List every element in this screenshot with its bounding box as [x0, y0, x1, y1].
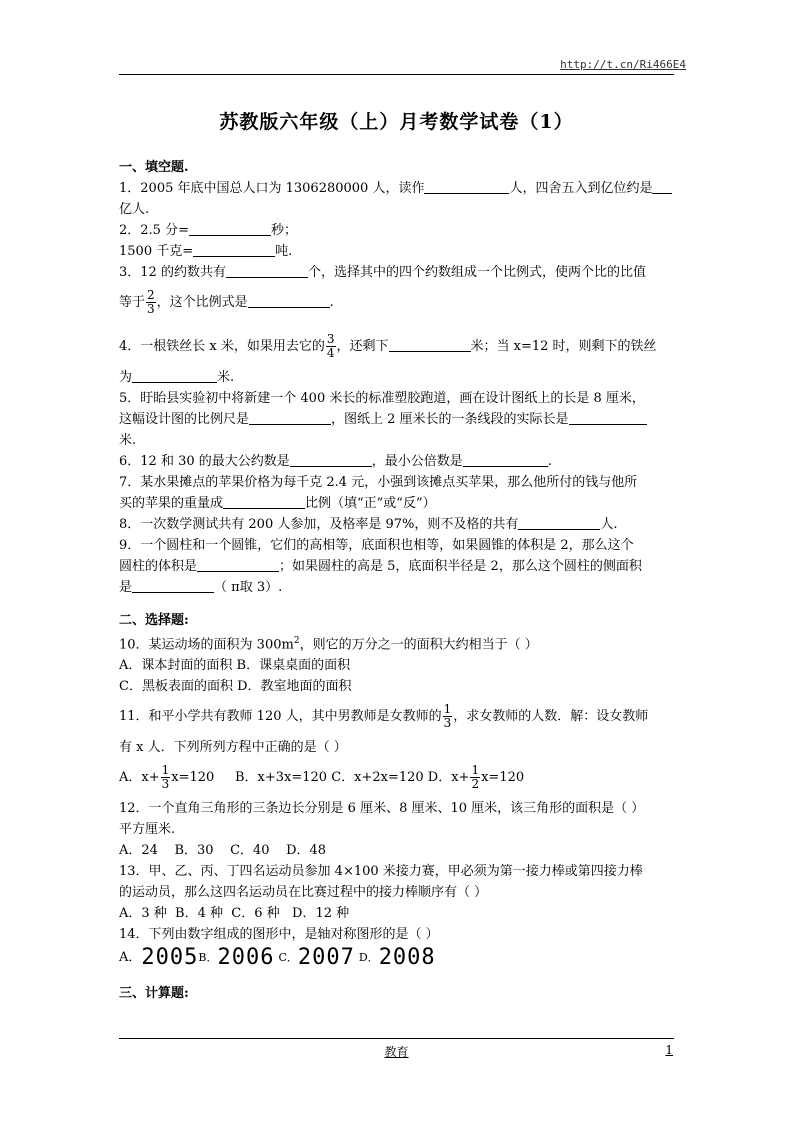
q14-label-c: C．: [278, 951, 298, 965]
q4-blank-1: [389, 337, 471, 352]
question-5: 5．盱眙县实验初中将新建一个 400 米长的标准塑胶跑道，画在设计图纸上的长是 8 厘米，: [119, 391, 645, 406]
q2-text-c: 1500 千克=: [119, 244, 194, 259]
q5-text-c: ，图纸上 2 厘米长的一条线段的实际长是: [331, 412, 569, 427]
q11-option-d-end: x=120: [481, 770, 525, 786]
question-4: [119, 327, 675, 367]
q11-text-b: ，求女教师的人数．解：设女教师: [453, 709, 649, 725]
question-14-options: [119, 945, 675, 971]
q11-option-d-denominator: 2: [471, 777, 480, 792]
question-7: 7．某水果摊点的苹果价格为每千克 2.4 元，小强到该摊点买苹果，那么他所付的钱与他所: [119, 475, 638, 490]
q4-text-d: 为: [119, 370, 133, 385]
q6-blank-2: [463, 452, 548, 467]
question-10-options-cd: C．黑板表面的面积 D．教室地面的面积: [119, 679, 352, 695]
q5-blank-1: [249, 410, 331, 425]
header-link[interactable]: http://t.cn/Ri466E4: [560, 58, 686, 71]
question-10: [119, 631, 675, 655]
question-9: 9．一个圆柱和一个圆锥，它们的高相等，底面积也相等，如果圆锥的体积是 2，那么这个: [119, 538, 634, 553]
q4-text-e: 米.: [217, 370, 235, 385]
q9-text-d: 是: [119, 580, 133, 595]
question-3-cont: [119, 283, 675, 323]
q7-text-b: 买的苹果的重量成: [119, 496, 224, 511]
question-12-cont: 平方厘米.: [119, 822, 176, 838]
q4-denominator: 4: [326, 346, 335, 360]
question-12-options: A．24 B．30 C．40 D．48: [119, 843, 327, 859]
q1-blank-2: [652, 179, 672, 194]
q1-text: 1．2005 年底中国总人口为 1306280000 人，读作: [119, 181, 425, 196]
section-fill-in: 一、填空题.: [119, 160, 189, 175]
page-number: 1: [665, 1043, 673, 1057]
q4-text-b: ，还剩下: [336, 339, 389, 354]
q10-text: 10．某运动场的面积为 300m: [119, 637, 294, 653]
q11-text: 11．和平小学共有教师 120 人，其中男教师是女教师的: [119, 709, 442, 725]
question-10-options-ab: A．课本封面的面积 B．课桌桌面的面积: [119, 658, 351, 674]
q11-option-a-end: x=120: [171, 770, 215, 786]
question-11-options: [119, 758, 675, 798]
question-14: 14．下列由数字组成的图形中，是轴对称图形的是（ ）: [119, 927, 439, 943]
q3-fraction: [146, 289, 156, 316]
footer-rule: [119, 1038, 674, 1039]
q11-option-d-fraction: [470, 764, 480, 791]
q2-blank-1: [189, 221, 271, 236]
q14-figure-a: 2005: [141, 945, 199, 971]
q3-text-b: 个，选择其中的四个约数组成一个比例式，使两个比的比值: [307, 265, 646, 280]
q6-text-b: ，最小公倍数是: [371, 454, 463, 469]
question-2-cont: [119, 241, 675, 262]
page-title: 苏教版六年级（上）月考数学试卷（1）: [219, 111, 574, 133]
q3-denominator: 3: [147, 302, 155, 316]
q2-text: 2．2.5 分=: [119, 223, 189, 238]
q3-text-c: 等于: [119, 295, 146, 310]
q6-blank-1: [290, 452, 372, 467]
q8-text: 8．一次数学测试共有 200 人参加，及格率是 97%，则不及格的共有: [119, 517, 519, 532]
q5-blank-2: [569, 410, 647, 425]
question-9-end: [119, 577, 675, 598]
q11-option-a-fraction: [161, 764, 171, 791]
section-choice: 二、选择题:: [119, 613, 189, 628]
question-11: [119, 697, 675, 737]
q2-text-d: 吨.: [275, 244, 293, 259]
q11-option-a: A．x+: [119, 770, 160, 786]
question-5-end: 米.: [119, 433, 137, 448]
q1-text-b: 人，四舍五入到亿位约是: [509, 181, 653, 196]
question-6: [119, 451, 675, 472]
question-11-cont: 有 x 人．下列所列方程中正确的是（ ）: [119, 740, 347, 756]
q10-text-b: ，则它的万分之一的面积大约相当于（ ）: [299, 637, 538, 653]
q3-blank-2: [248, 293, 330, 308]
q11-option-a-numerator: 1: [161, 763, 170, 778]
q6-text: 6．12 和 30 的最大公约数是: [119, 454, 290, 469]
q14-figure-b: 2006: [217, 945, 275, 971]
q11-options-bcd: B．x+3x=120 C．x+2x=120 D．x+: [214, 770, 470, 786]
question-1: [119, 178, 675, 199]
question-2: [119, 220, 675, 241]
q5-text-b: 这幅设计图的比例尺是: [119, 412, 250, 427]
q11-denominator: 3: [443, 716, 452, 731]
question-1-cont: 亿人.: [119, 202, 150, 217]
q4-blank-2: [132, 368, 217, 383]
q3-numerator: 2: [147, 288, 155, 302]
question-8: [119, 514, 675, 535]
q11-option-d-numerator: 1: [471, 763, 480, 778]
question-13-options: A．3 种 B．4 种 C．6 种 D．12 种: [119, 906, 350, 922]
q2-text-b: 秒；: [270, 223, 297, 238]
q3-text: 3．12 的约数共有: [119, 265, 226, 280]
q8-blank: [518, 515, 600, 530]
q7-text-c: 比例（填“正”或“反”）: [305, 496, 436, 511]
question-7-cont: [119, 493, 675, 514]
q2-blank-2: [193, 242, 275, 257]
section-calculation: 三、计算题:: [119, 986, 189, 1002]
q9-text-e: （ π取 3）.: [214, 580, 283, 595]
q3-blank-1: [226, 263, 308, 278]
q4-fraction: [326, 333, 336, 360]
q1-blank-1: [424, 179, 509, 194]
q11-numerator: 1: [443, 702, 452, 717]
footer-link[interactable]: 教育: [384, 1045, 409, 1059]
header-rule: [119, 74, 674, 75]
q8-text-b: 人.: [600, 517, 618, 532]
question-9-cont: [119, 556, 675, 577]
q9-blank-1: [197, 557, 279, 572]
q11-fraction: [443, 703, 453, 730]
q14-figure-c: 2007: [297, 945, 355, 971]
question-5-cont: [119, 409, 675, 430]
q9-text-c: ；如果圆柱的高是 5，底面积半径是 2，那么这个圆柱的侧面积: [279, 559, 642, 574]
q4-text: 4．一根铁丝长 x 米，如果用去它的: [119, 339, 325, 354]
q10-superscript: 2: [293, 636, 300, 646]
q9-text-b: 圆柱的体积是: [119, 559, 198, 574]
question-13: 13．甲、乙、丙、丁四名运动员参加 4×100 米接力赛，甲必须为第一接力棒或第四接力棒: [119, 864, 643, 880]
q14-label-a: A．: [119, 950, 142, 966]
q3-text-d: ，这个比例式是: [156, 295, 248, 310]
q7-blank: [223, 494, 305, 509]
q14-label-b: B．: [198, 951, 218, 965]
question-13-cont: 的运动员，那么这四名运动员在比赛过程中的接力棒顺序有（ ）: [119, 885, 488, 901]
q14-figure-d: 2008: [378, 945, 436, 971]
exam-body: [119, 157, 675, 1004]
q4-text-c: 米；当 x=12 时，则剩下的铁丝: [470, 339, 657, 354]
q9-blank-2: [132, 578, 214, 593]
question-3: [119, 262, 675, 283]
question-12: 12．一个直角三角形的三条边长分别是 6 厘米、8 厘米、10 厘米，该三角形的面积是（ ）: [119, 801, 645, 817]
q3-text-e: .: [329, 295, 334, 310]
q11-option-a-denominator: 3: [161, 777, 170, 792]
question-4-cont: [119, 367, 675, 388]
q4-numerator: 3: [326, 332, 335, 346]
q14-label-d: D．: [358, 951, 379, 965]
q6-text-c: .: [547, 454, 552, 469]
